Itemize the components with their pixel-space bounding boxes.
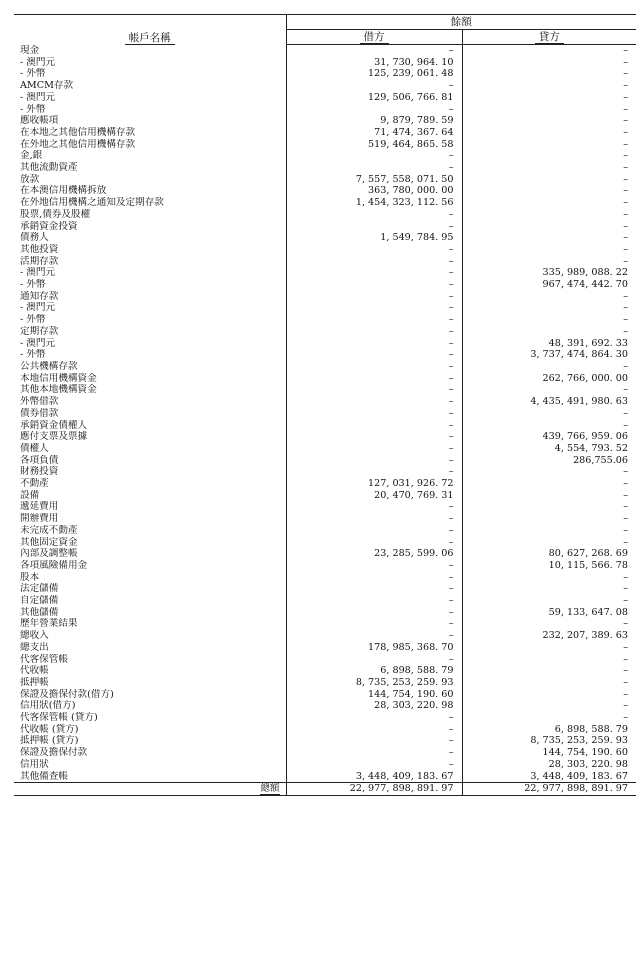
account-name-cell: 代收帳 (貸方) <box>20 723 79 735</box>
credit-cell: – <box>462 127 636 139</box>
account-name-cell: 其他流動資產 <box>20 162 78 174</box>
account-name-cell: 其他本地機構資金 <box>20 384 97 396</box>
credit-cell: – <box>462 244 636 256</box>
debit-cell: – <box>286 267 462 279</box>
debit-cell: – <box>286 618 462 630</box>
table-row <box>14 712 636 724</box>
debit-cell: – <box>286 595 462 607</box>
debit-cell: 31, 730, 964. 10 <box>286 57 462 69</box>
credit-cell: – <box>462 302 636 314</box>
credit-cell: – <box>462 150 636 162</box>
credit-cell: – <box>462 537 636 549</box>
debit-cell: – <box>286 420 462 432</box>
credit-cell: 4, 435, 491, 980. 63 <box>462 396 636 408</box>
debit-cell: 23, 285, 599. 06 <box>286 548 462 560</box>
table-row <box>14 162 636 174</box>
header-row-top <box>14 15 636 30</box>
account-name-cell: 抵押帳 <box>20 676 49 688</box>
account-name-cell: 通知存款 <box>20 290 59 302</box>
debit-cell: – <box>286 525 462 537</box>
debit-cell: – <box>286 244 462 256</box>
table-row <box>14 396 636 408</box>
table-row <box>14 326 636 338</box>
table-row <box>14 513 636 525</box>
account-name-cell: 活期存款 <box>20 255 59 267</box>
debit-cell: – <box>286 572 462 584</box>
table-row <box>14 455 636 467</box>
table-row <box>14 630 636 642</box>
table-row <box>14 232 636 244</box>
account-name-cell: 債券借款 <box>20 407 59 419</box>
account-name-cell: 代收帳 <box>20 665 49 677</box>
credit-cell: – <box>462 466 636 478</box>
debit-cell: 178, 985, 368. 70 <box>286 642 462 654</box>
table-row <box>14 618 636 630</box>
account-name-cell: 歷年營業結果 <box>20 618 78 630</box>
debit-header: 借方 <box>286 30 462 45</box>
table-row <box>14 68 636 80</box>
account-name-cell: 應收帳項 <box>20 115 59 127</box>
debit-cell: – <box>286 466 462 478</box>
account-name-cell: 股本 <box>20 571 40 583</box>
account-name-cell: 總支出 <box>20 641 49 653</box>
total-row <box>14 783 636 796</box>
credit-cell: – <box>462 618 636 630</box>
debit-cell: – <box>286 443 462 455</box>
table-row <box>14 747 636 759</box>
credit-cell: – <box>462 689 636 701</box>
table-row <box>14 431 636 443</box>
credit-cell: – <box>462 408 636 420</box>
debit-cell: – <box>286 712 462 724</box>
table-row <box>14 490 636 502</box>
credit-cell: – <box>462 45 636 57</box>
debit-cell: – <box>286 361 462 373</box>
credit-cell: 48, 391, 692. 33 <box>462 338 636 350</box>
table-row <box>14 361 636 373</box>
total-credit: 22, 977, 898, 891. 97 <box>462 783 636 796</box>
debit-cell: – <box>286 349 462 361</box>
debit-cell: 519, 464, 865. 58 <box>286 139 462 151</box>
debit-cell: 1, 549, 784. 95 <box>286 232 462 244</box>
debit-cell: 125, 239, 061. 48 <box>286 68 462 80</box>
credit-cell: – <box>462 209 636 221</box>
debit-cell: – <box>286 747 462 759</box>
debit-cell: – <box>286 150 462 162</box>
table-row <box>14 501 636 513</box>
credit-cell: – <box>462 654 636 666</box>
credit-cell: 144, 754, 190. 60 <box>462 747 636 759</box>
table-row <box>14 80 636 92</box>
debit-cell: – <box>286 104 462 116</box>
debit-cell: – <box>286 80 462 92</box>
debit-cell: – <box>286 607 462 619</box>
credit-cell: 262, 766, 000. 00 <box>462 373 636 385</box>
account-name-cell: 總收入 <box>20 630 49 642</box>
credit-cell: – <box>462 185 636 197</box>
account-name-cell: AMCM存款 <box>20 80 74 92</box>
table-row <box>14 92 636 104</box>
table-row <box>14 572 636 584</box>
debit-cell: – <box>286 291 462 303</box>
table-row <box>14 724 636 736</box>
debit-cell: – <box>286 501 462 513</box>
table-row <box>14 560 636 572</box>
account-name-cell: 應付支票及票據 <box>20 431 88 443</box>
table-row <box>14 478 636 490</box>
total-label: 總額 <box>14 783 286 796</box>
credit-cell: – <box>462 232 636 244</box>
credit-cell: – <box>462 665 636 677</box>
debit-cell: 129, 506, 766. 81 <box>286 92 462 104</box>
account-name-cell: 承銷資金債權人 <box>20 419 88 431</box>
credit-cell: 967, 474, 442. 70 <box>462 279 636 291</box>
credit-cell: – <box>462 68 636 80</box>
credit-cell: 3, 737, 474, 864. 30 <box>462 349 636 361</box>
credit-cell: – <box>462 384 636 396</box>
credit-cell: – <box>462 677 636 689</box>
debit-cell: – <box>286 630 462 642</box>
credit-cell: – <box>462 490 636 502</box>
account-name-cell: 其他備查帳 <box>20 770 68 782</box>
debit-cell: – <box>286 279 462 291</box>
debit-cell: 127, 031, 926. 72 <box>286 478 462 490</box>
table-row <box>14 677 636 689</box>
credit-cell: – <box>462 326 636 338</box>
account-name-cell: 代客保管帳 (貸方) <box>20 712 98 724</box>
table-row <box>14 45 636 57</box>
account-name-cell: 股票,債券及股權 <box>20 208 91 220</box>
credit-cell: – <box>462 256 636 268</box>
debit-cell: – <box>286 759 462 771</box>
account-name-cell: 設備 <box>20 489 40 501</box>
account-name-cell: 在本澳信用機構拆放 <box>20 185 107 197</box>
table-row <box>14 700 636 712</box>
debit-cell: 3, 448, 409, 183. 67 <box>286 771 462 783</box>
table-row <box>14 583 636 595</box>
credit-cell: – <box>462 115 636 127</box>
account-name-header: 帳戶名稱 <box>14 15 286 45</box>
credit-cell: – <box>462 583 636 595</box>
account-name-cell: 其他固定資金 <box>20 536 78 548</box>
table-row <box>14 174 636 186</box>
account-name-cell: 定期存款 <box>20 325 59 337</box>
account-name-cell: 債務人 <box>20 232 49 244</box>
debit-cell: – <box>286 455 462 467</box>
account-name-cell: 金,銀 <box>20 150 43 162</box>
credit-cell: – <box>462 595 636 607</box>
credit-cell: 286,755.06 <box>462 455 636 467</box>
account-name-cell: 承銷資金投資 <box>20 220 78 232</box>
table-row <box>14 771 636 783</box>
account-name-cell: - 澳門元 <box>20 337 56 349</box>
table-row <box>14 197 636 209</box>
table-row <box>14 115 636 127</box>
debit-cell: 144, 754, 190. 60 <box>286 689 462 701</box>
credit-cell: – <box>462 57 636 69</box>
table-row <box>14 267 636 279</box>
table-row <box>14 373 636 385</box>
debit-cell: – <box>286 326 462 338</box>
account-name-cell: 法定儲備 <box>20 583 59 595</box>
credit-cell: – <box>462 291 636 303</box>
credit-cell: – <box>462 420 636 432</box>
account-name-cell: 保證及擔保付款(借方) <box>20 688 114 700</box>
account-name-cell: - 外幣 <box>20 279 46 291</box>
credit-cell: 80, 627, 268. 69 <box>462 548 636 560</box>
credit-cell: 10, 115, 566. 78 <box>462 560 636 572</box>
account-name-cell: 未完成不動產 <box>20 524 78 536</box>
account-name-cell: 抵押帳 (貸方) <box>20 735 79 747</box>
table-row <box>14 689 636 701</box>
debit-cell: – <box>286 654 462 666</box>
credit-cell: 59, 133, 647. 08 <box>462 607 636 619</box>
credit-cell: – <box>462 104 636 116</box>
debit-cell: – <box>286 221 462 233</box>
credit-cell: – <box>462 221 636 233</box>
account-name-cell: 其他儲備 <box>20 606 59 618</box>
table-row <box>14 759 636 771</box>
credit-header: 貸方 <box>462 30 636 45</box>
account-name-cell: 信用狀(借方) <box>20 700 76 712</box>
debit-cell: – <box>286 162 462 174</box>
table-row <box>14 104 636 116</box>
account-name-cell: 在本地之其他信用機構存款 <box>20 126 136 138</box>
credit-cell: – <box>462 162 636 174</box>
table-row <box>14 607 636 619</box>
table-row <box>14 665 636 677</box>
account-name-cell: 代客保管帳 <box>20 653 68 665</box>
credit-cell: – <box>462 700 636 712</box>
credit-cell: – <box>462 139 636 151</box>
credit-cell: – <box>462 197 636 209</box>
table-row <box>14 548 636 560</box>
account-name-cell: 其他投資 <box>20 243 59 255</box>
table-row <box>14 654 636 666</box>
debit-cell: – <box>286 314 462 326</box>
account-rows <box>14 45 636 783</box>
credit-cell: 439, 766, 959. 06 <box>462 431 636 443</box>
table-row <box>14 127 636 139</box>
account-name-cell: 公共機構存款 <box>20 360 78 372</box>
debit-cell: 71, 474, 367. 64 <box>286 127 462 139</box>
table-row <box>14 302 636 314</box>
debit-cell: 9, 879, 789. 59 <box>286 115 462 127</box>
debit-cell: – <box>286 384 462 396</box>
account-name-cell: - 外幣 <box>20 314 46 326</box>
credit-cell: 335, 989, 088. 22 <box>462 267 636 279</box>
debit-cell: – <box>286 431 462 443</box>
account-name-cell: 遞延費用 <box>20 501 59 513</box>
table-row <box>14 139 636 151</box>
credit-cell: – <box>462 525 636 537</box>
credit-cell: 8, 735, 253, 259. 93 <box>462 735 636 747</box>
account-name-cell: - 澳門元 <box>20 91 56 103</box>
table-row <box>14 349 636 361</box>
account-name-cell: - 外幣 <box>20 103 46 115</box>
credit-cell: – <box>462 642 636 654</box>
account-name-cell: - 澳門元 <box>20 267 56 279</box>
credit-cell: 28, 303, 220. 98 <box>462 759 636 771</box>
credit-cell: – <box>462 572 636 584</box>
account-name-cell: 不動產 <box>20 478 49 490</box>
debit-cell: 6, 898, 588. 79 <box>286 665 462 677</box>
debit-cell: – <box>286 560 462 572</box>
debit-cell: 363, 780, 000. 00 <box>286 185 462 197</box>
debit-cell: 28, 303, 220. 98 <box>286 700 462 712</box>
account-name-cell: 在外地信用機構之通知及定期存款 <box>20 197 164 209</box>
account-name-cell: - 外幣 <box>20 349 46 361</box>
account-name-cell: 內部及調整帳 <box>20 548 78 560</box>
debit-cell: – <box>286 724 462 736</box>
account-name-cell: - 外幣 <box>20 68 46 80</box>
debit-cell: 20, 470, 769. 31 <box>286 490 462 502</box>
account-name-cell: 債權人 <box>20 442 49 454</box>
table-row <box>14 408 636 420</box>
table-row <box>14 256 636 268</box>
account-name-cell: 本地信用機構資金 <box>20 372 97 384</box>
debit-cell: – <box>286 735 462 747</box>
trial-balance-table <box>14 14 636 796</box>
account-name-cell: 各項負債 <box>20 454 59 466</box>
total-debit: 22, 977, 898, 891. 97 <box>286 783 462 796</box>
account-name-cell: 在外地之其他信用機構存款 <box>20 138 136 150</box>
account-name-cell: 財務投資 <box>20 466 59 478</box>
table-row <box>14 525 636 537</box>
credit-cell: – <box>462 174 636 186</box>
table-row <box>14 537 636 549</box>
debit-cell: – <box>286 396 462 408</box>
debit-cell: – <box>286 302 462 314</box>
credit-cell: – <box>462 314 636 326</box>
account-name-cell: 現金 <box>20 44 40 56</box>
credit-cell: – <box>462 361 636 373</box>
credit-cell: – <box>462 501 636 513</box>
table-row <box>14 57 636 69</box>
debit-cell: – <box>286 373 462 385</box>
account-name-cell: - 澳門元 <box>20 302 56 314</box>
table-row <box>14 595 636 607</box>
credit-cell: – <box>462 513 636 525</box>
table-row <box>14 150 636 162</box>
table-row <box>14 466 636 478</box>
credit-cell: – <box>462 92 636 104</box>
balance-header: 餘額 <box>286 15 636 30</box>
credit-cell: – <box>462 478 636 490</box>
table-row <box>14 279 636 291</box>
table-row <box>14 338 636 350</box>
debit-cell: – <box>286 408 462 420</box>
credit-cell: – <box>462 80 636 92</box>
debit-cell: – <box>286 583 462 595</box>
debit-cell: – <box>286 45 462 57</box>
table-row <box>14 209 636 221</box>
account-name-cell: 保證及擔保付款 <box>20 747 88 759</box>
table-row <box>14 244 636 256</box>
debit-cell: – <box>286 338 462 350</box>
account-name-cell: 放款 <box>20 173 40 185</box>
debit-cell: – <box>286 513 462 525</box>
table-row <box>14 221 636 233</box>
credit-cell: 3, 448, 409, 183. 67 <box>462 771 636 783</box>
account-name-cell: 開辦費用 <box>20 513 59 525</box>
table-row <box>14 642 636 654</box>
debit-cell: – <box>286 256 462 268</box>
table-row <box>14 443 636 455</box>
credit-cell: 232, 207, 389. 63 <box>462 630 636 642</box>
credit-cell: – <box>462 712 636 724</box>
table-row <box>14 735 636 747</box>
table-row <box>14 185 636 197</box>
debit-cell: 8, 735, 253, 259. 93 <box>286 677 462 689</box>
table-row <box>14 384 636 396</box>
trial-balance-sheet <box>14 14 636 954</box>
debit-cell: 7, 557, 558, 071. 50 <box>286 174 462 186</box>
debit-cell: – <box>286 209 462 221</box>
account-name-cell: - 澳門元 <box>20 56 56 68</box>
account-name-cell: 外幣借款 <box>20 396 59 408</box>
credit-cell: 4, 554, 793. 52 <box>462 443 636 455</box>
credit-cell: 6, 898, 588. 79 <box>462 724 636 736</box>
table-row <box>14 420 636 432</box>
debit-cell: 1, 454, 323, 112. 56 <box>286 197 462 209</box>
table-row <box>14 291 636 303</box>
account-name-cell: 各項風險備用金 <box>20 559 88 571</box>
account-name-cell: 自定儲備 <box>20 595 59 607</box>
debit-cell: – <box>286 537 462 549</box>
table-row <box>14 314 636 326</box>
account-name-cell: 信用狀 <box>20 758 49 770</box>
